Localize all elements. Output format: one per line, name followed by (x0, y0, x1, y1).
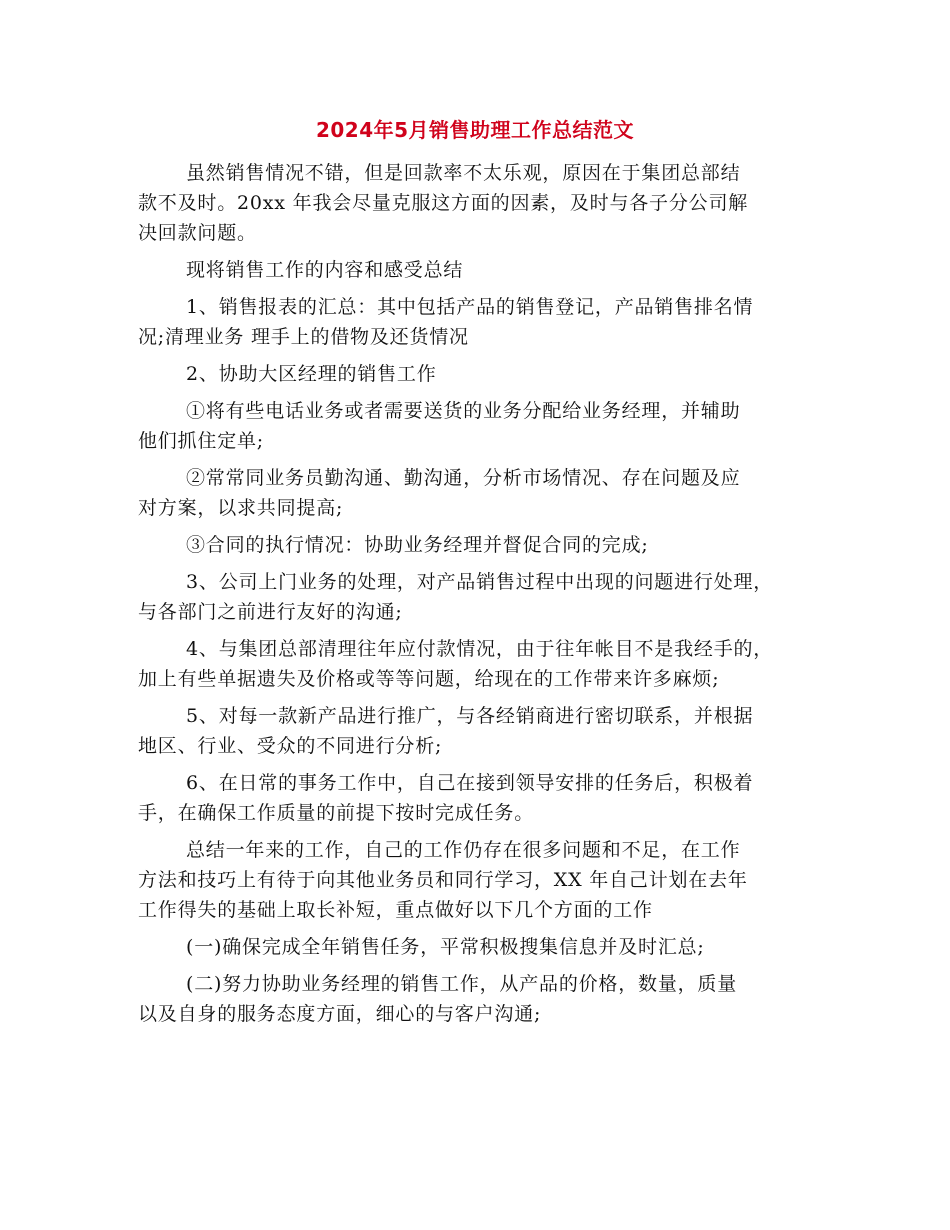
document-title: 2024年5月销售助理工作总结范文 (315, 118, 635, 142)
paragraph-line: 决回款问题。 (138, 222, 257, 244)
paragraph-line: 虽然销售情况不错，但是回款率不太乐观，原因在于集团总部结 (186, 162, 741, 184)
paragraph-5 (138, 396, 828, 456)
paragraph-line: 他们抓住定单; (138, 430, 265, 452)
paragraph-line: ②常常同业务员勤沟通、勤沟通，分析市场情况、存在问题及应 (186, 467, 741, 489)
paragraph-line: ①将有些电话业务或者需要送货的业务分配给业务经理，并辅助 (186, 400, 741, 422)
paragraph-12 (138, 835, 828, 925)
paragraph-line: (二)努力协助业务经理的销售工作，从产品的价格，数量，质量 (186, 973, 738, 995)
paragraph-6 (138, 463, 828, 523)
paragraph-line: 1、销售报表的汇总：其中包括产品的销售登记，产品销售排名情 (186, 296, 754, 318)
paragraph-line: 地区、行业、受众的不同进行分析; (138, 735, 443, 757)
paragraph-9 (138, 634, 828, 694)
paragraph-line: 方法和技巧上有待于向其他业务员和同行学习，XX 年自己计划在去年 (138, 869, 748, 891)
paragraph-3 (138, 292, 828, 352)
paragraph-1 (138, 158, 828, 248)
paragraph-line: 款不及时。20xx 年我会尽量克服这方面的因素，及时与各子分公司解 (138, 192, 749, 214)
paragraph-line: ③合同的执行情况：协助业务经理并督促合同的完成; (186, 534, 649, 556)
paragraph-line: 与各部门之前进行友好的沟通; (138, 601, 403, 623)
paragraph-line: 工作得失的基础上取长补短，重点做好以下几个方面的工作 (138, 899, 653, 921)
paragraph-line: 现将销售工作的内容和感受总结 (186, 259, 464, 281)
paragraph-4 (138, 359, 828, 389)
paragraph-14 (138, 969, 828, 1029)
paragraph-11 (138, 768, 828, 828)
paragraph-line: 况;清理业务 理手上的借物及还货情况 (138, 326, 469, 348)
paragraph-2 (138, 255, 828, 285)
paragraph-line: 总结一年来的工作，自己的工作仍存在很多问题和不足，在工作 (186, 839, 741, 861)
paragraph-line: 以及自身的服务态度方面，细心的与客户沟通; (138, 1003, 542, 1025)
paragraph-line: 4、与集团总部清理往年应付款情况，由于往年帐目不是我经手的， (186, 638, 774, 660)
paragraph-line: 加上有些单据遗失及价格或等等问题，给现在的工作带来许多麻烦; (138, 668, 720, 690)
paragraph-13 (138, 932, 828, 962)
paragraph-line: (一)确保完成全年销售任务，平常积极搜集信息并及时汇总; (186, 936, 705, 958)
paragraph-line: 3、公司上门业务的处理，对产品销售过程中出现的问题进行处理， (186, 571, 774, 593)
document-body (138, 158, 828, 1029)
paragraph-line: 对方案，以求共同提高; (138, 497, 344, 519)
paragraph-8 (138, 567, 828, 627)
paragraph-line: 2、协助大区经理的销售工作 (186, 363, 437, 385)
paragraph-line: 5、对每一款新产品进行推广，与各经销商进行密切联系，并根据 (186, 705, 754, 727)
paragraph-line: 手，在确保工作质量的前提下按时完成任务。 (138, 802, 535, 824)
paragraph-7 (138, 530, 828, 560)
paragraph-10 (138, 701, 828, 761)
paragraph-line: 6、在日常的事务工作中，自己在接到领导安排的任务后，积极着 (186, 772, 754, 794)
